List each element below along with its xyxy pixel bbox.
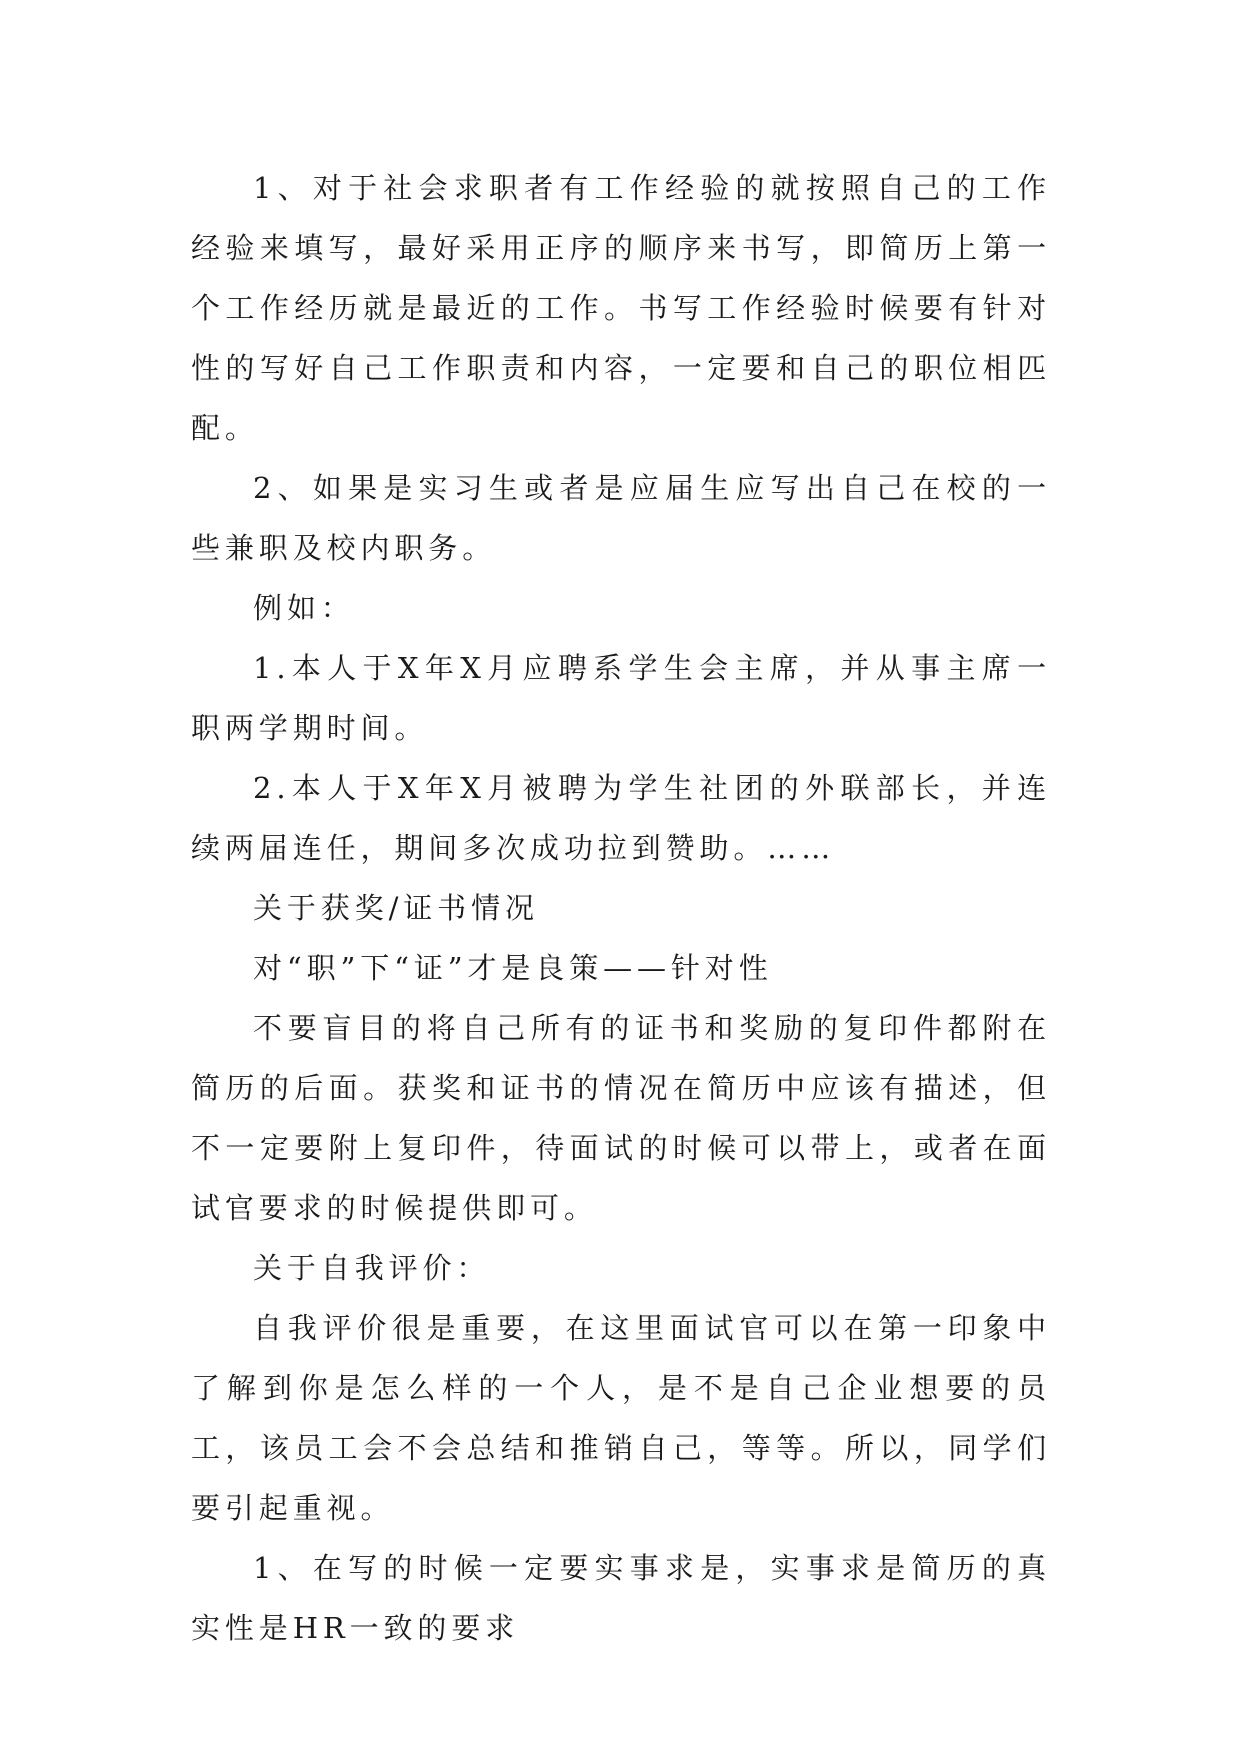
paragraph-truthfulness: 1、在写的时候一定要实事求是，实事求是简历的真实性是HR一致的要求: [191, 1551, 1051, 1645]
paragraph-example-2: 2.本人于X年X月被聘为学生社团的外联部长，并连续两届连任，期间多次成功拉到赞助。……: [191, 771, 1051, 865]
section-heading-awards: 关于获奖/证书情况: [253, 891, 539, 925]
section-heading-self-evaluation: 关于自我评价：: [253, 1251, 491, 1285]
paragraph-self-evaluation: 自我评价很是重要，在这里面试官可以在第一印象中了解到你是怎么样的一个人，是不是自己企业想要的员工，该员工会不会总结和推销自己，等等。所以，同学们要引起重视。: [191, 1311, 1051, 1525]
paragraph-example-1: 1.本人于X年X月应聘系学生会主席，并从事主席一职两学期时间。: [191, 651, 1051, 745]
paragraph-certificates: 不要盲目的将自己所有的证书和奖励的复印件都附在简历的后面。获奖和证书的情况在简历中应该有描述，但不一定要附上复印件，待面试的时候可以带上，或者在面试官要求的时候提供即可。: [191, 1011, 1051, 1225]
section-subheading-targeted: 对“职”下“证”才是良策——针对性: [253, 951, 773, 985]
document-body: [191, 158, 1051, 1658]
paragraph-work-experience: 1、对于社会求职者有工作经验的就按照自己的工作经验来填写，最好采用正序的顺序来书写，即简历上第一个工作经历就是最近的工作。书写工作经验时候要有针对性的写好自己工作职责和内容，一定要和自己的职位相匹配。: [191, 171, 1051, 445]
paragraph-intern-experience: 2、如果是实习生或者是应届生应写出自己在校的一些兼职及校内职务。: [191, 471, 1051, 565]
paragraph-example-heading: 例如：: [253, 591, 355, 625]
